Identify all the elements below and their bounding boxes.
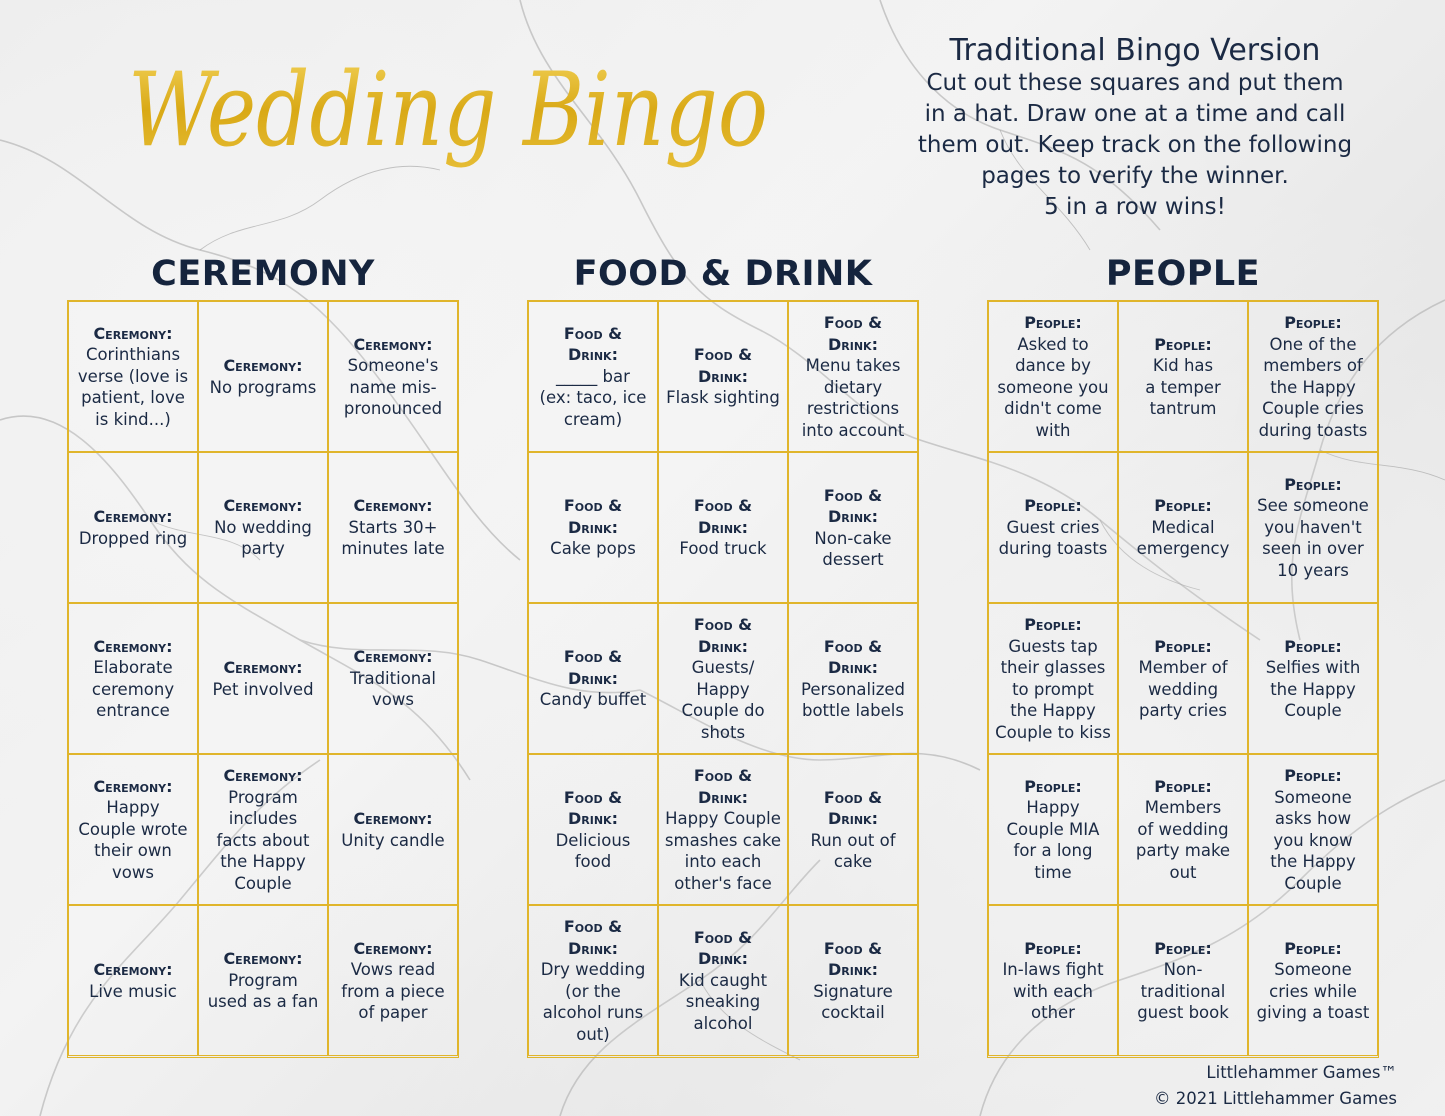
square-text: One of the members of the Happy Couple cries during toasts (1258, 334, 1368, 440)
bingo-square (198, 603, 328, 754)
section-heading: CEREMONY (151, 254, 375, 294)
bingo-grid (987, 300, 1379, 1058)
square-category: Food & Drink: (823, 938, 883, 979)
instructions-block (905, 34, 1365, 223)
bingo-square (1248, 452, 1378, 603)
section-ceremony (67, 252, 459, 1058)
square-category: People: (1284, 313, 1342, 332)
bingo-square (68, 603, 198, 754)
square-text: Candy buffet (539, 690, 647, 710)
instructions-line: them out. Keep track on the following (917, 132, 1353, 158)
bingo-square (658, 301, 788, 452)
square-category: People: (1024, 496, 1082, 516)
square-text: Program includes facts about the Happy Couple (216, 787, 310, 893)
bingo-square (988, 301, 1118, 452)
square-text: Kid has a temper tantrum (1145, 356, 1221, 418)
square-text: Program used as a fan (207, 970, 319, 1012)
square-text: Dropped ring (78, 528, 188, 548)
instructions-line: in a hat. Draw one at a time and call (924, 101, 1346, 127)
square-text: Live music (89, 981, 177, 1001)
bingo-square (788, 452, 918, 603)
bingo-square (658, 754, 788, 905)
square-category: People: (1284, 474, 1342, 494)
square-text: Guest cries during toasts (998, 517, 1108, 559)
square-category: Food & Drink: (563, 496, 623, 537)
instructions-title: Traditional Bingo Version (949, 33, 1321, 68)
square-text: Pet involved (212, 679, 314, 699)
bingo-square (528, 905, 658, 1056)
square-category: Food & Drink: (693, 927, 753, 969)
square-category: People: (1024, 615, 1082, 634)
square-category: People: (1154, 334, 1212, 354)
bingo-square (68, 754, 198, 905)
bingo-square (788, 603, 918, 754)
bingo-square (988, 905, 1118, 1056)
footer-copyright: © 2021 Littlehammer Games (1153, 1089, 1397, 1108)
bingo-square (1118, 754, 1248, 905)
instructions-line: pages to verify the winner. (981, 163, 1289, 189)
square-text: Member of wedding party cries (1138, 658, 1228, 720)
bingo-square (1118, 452, 1248, 603)
square-category: People: (1154, 636, 1212, 656)
bingo-square (788, 301, 918, 452)
square-category: Ceremony: (93, 507, 173, 526)
bingo-square (198, 452, 328, 603)
bingo-square (1248, 603, 1378, 754)
square-category: Food & Drink: (563, 787, 623, 828)
bingo-square (1248, 301, 1378, 452)
square-category: People: (1154, 496, 1212, 516)
square-category: Food & Drink: (563, 647, 623, 688)
bingo-square (528, 603, 658, 754)
square-text: Medical emergency (1136, 517, 1230, 559)
square-category: Ceremony: (93, 776, 173, 796)
square-category: Ceremony: (93, 636, 173, 656)
square-category: People: (1284, 636, 1342, 656)
square-category: People: (1284, 766, 1342, 785)
square-text: Unity candle (341, 830, 445, 850)
square-text: Non-cake dessert (814, 528, 892, 569)
square-text: See someone you haven't seen in over 10 years (1257, 496, 1369, 580)
square-category: Ceremony: (353, 647, 433, 667)
square-category: Food & Drink: (693, 345, 753, 386)
bingo-square (198, 754, 328, 905)
square-text: Delicious food (555, 830, 631, 871)
wedding-bingo-title (120, 20, 800, 220)
square-text: _____ bar (ex: taco, ice cream) (539, 366, 647, 429)
title-text: Wedding Bingo (128, 51, 768, 170)
square-category: Ceremony: (223, 356, 303, 375)
bingo-square (1118, 603, 1248, 754)
square-category: Ceremony: (223, 766, 303, 785)
square-category: Food & Drink: (823, 787, 883, 828)
square-text: Selfies with the Happy Couple (1265, 658, 1361, 720)
square-category: Ceremony: (93, 960, 173, 979)
bingo-square (328, 905, 458, 1056)
square-text: Food truck (679, 539, 767, 559)
square-category: People: (1284, 938, 1342, 958)
square-text: Happy Couple MIA for a long time (1006, 798, 1100, 882)
square-text: Flask sighting (666, 388, 780, 408)
square-text: In-laws fight with each other (1002, 960, 1104, 1022)
bingo-square (788, 754, 918, 905)
square-category: Ceremony: (353, 938, 433, 958)
bingo-square (788, 905, 918, 1056)
square-text: Corinthians verse (love is patient, love is kind...) (77, 345, 189, 429)
bingo-square (198, 905, 328, 1056)
square-category: Ceremony: (223, 658, 303, 677)
bingo-square (988, 754, 1118, 905)
bingo-square (328, 452, 458, 603)
square-text: Happy Couple wrote their own vows (78, 798, 188, 882)
bingo-square (528, 452, 658, 603)
bingo-square (1118, 301, 1248, 452)
footer-brand: Littlehammer Games™ (1206, 1063, 1397, 1082)
square-text: No wedding party (214, 517, 312, 559)
square-text: No programs (209, 377, 317, 397)
square-text: Kid caught sneaking alcohol (678, 970, 768, 1033)
square-category: Food & Drink: (823, 636, 883, 677)
section-heading: FOOD & DRINK (573, 254, 873, 294)
square-category: Ceremony: (223, 496, 303, 516)
bingo-square (658, 452, 788, 603)
square-category: Food & Drink: (693, 615, 753, 656)
square-text: Someone cries while giving a toast (1256, 960, 1370, 1022)
bingo-square (1248, 905, 1378, 1056)
bingo-grid (67, 300, 459, 1058)
section-food-drink (527, 252, 919, 1058)
section-people (987, 252, 1379, 1058)
square-category: People: (1024, 313, 1082, 332)
square-text: Guests tap their glasses to prompt the Happy Couple to kiss (995, 636, 1111, 742)
square-category: Food & Drink: (563, 917, 623, 958)
bingo-square (328, 603, 458, 754)
square-text: Vows read from a piece of paper (341, 960, 445, 1022)
bingo-square (328, 301, 458, 452)
instructions-line: 5 in a row wins! (1044, 194, 1226, 220)
square-category: Food & Drink: (823, 485, 883, 526)
bingo-square (68, 905, 198, 1056)
square-text: Guests/ Happy Couple do shots (681, 658, 765, 742)
square-text: Menu takes dietary restrictions into account (801, 356, 905, 440)
square-category: Food & Drink: (693, 496, 753, 537)
square-category: People: (1024, 938, 1082, 958)
square-text: Elaborate ceremony entrance (91, 658, 175, 720)
section-heading: PEOPLE (1105, 254, 1261, 294)
bingo-grid (527, 300, 919, 1058)
square-text: Starts 30+ minutes late (341, 517, 445, 559)
bingo-square (988, 603, 1118, 754)
instructions-line: Cut out these squares and put them (926, 70, 1344, 96)
square-category: People: (1154, 938, 1212, 958)
square-category: Food & Drink: (823, 313, 883, 354)
square-text: Dry wedding (or the alcohol runs out) (540, 960, 646, 1044)
bingo-square (68, 301, 198, 452)
square-text: Non- traditional guest book (1137, 960, 1229, 1022)
bingo-square (658, 905, 788, 1056)
square-text: Someone asks how you know the Happy Couple (1270, 787, 1356, 893)
bingo-square (68, 452, 198, 603)
square-text: Signature cocktail (813, 981, 893, 1022)
bingo-square (1248, 754, 1378, 905)
square-text: Happy Couple smashes cake into each other's face (664, 809, 782, 893)
square-text: Personalized bottle labels (800, 679, 905, 720)
bingo-square (198, 301, 328, 452)
square-category: People: (1154, 776, 1212, 796)
square-category: Food & Drink: (563, 323, 623, 365)
square-text: Asked to dance by someone you didn't come with (997, 334, 1109, 440)
square-category: People: (1024, 776, 1082, 796)
square-category: Ceremony: (353, 334, 433, 354)
bingo-square (528, 754, 658, 905)
square-text: Cake pops (550, 539, 636, 559)
bingo-square (988, 452, 1118, 603)
square-category: Food & Drink: (693, 766, 753, 807)
bingo-square (328, 754, 458, 905)
square-category: Ceremony: (353, 809, 433, 828)
square-text: Members of wedding party make out (1135, 798, 1231, 882)
square-text: Traditional vows (350, 668, 436, 710)
square-text: Run out of cake (810, 830, 896, 871)
bingo-square (658, 603, 788, 754)
bingo-square (1118, 905, 1248, 1056)
square-text: Someone's name mis- pronounced (343, 356, 443, 418)
square-category: Ceremony: (223, 949, 303, 969)
square-category: Ceremony: (93, 323, 173, 343)
bingo-square (528, 301, 658, 452)
square-category: Ceremony: (353, 496, 433, 516)
